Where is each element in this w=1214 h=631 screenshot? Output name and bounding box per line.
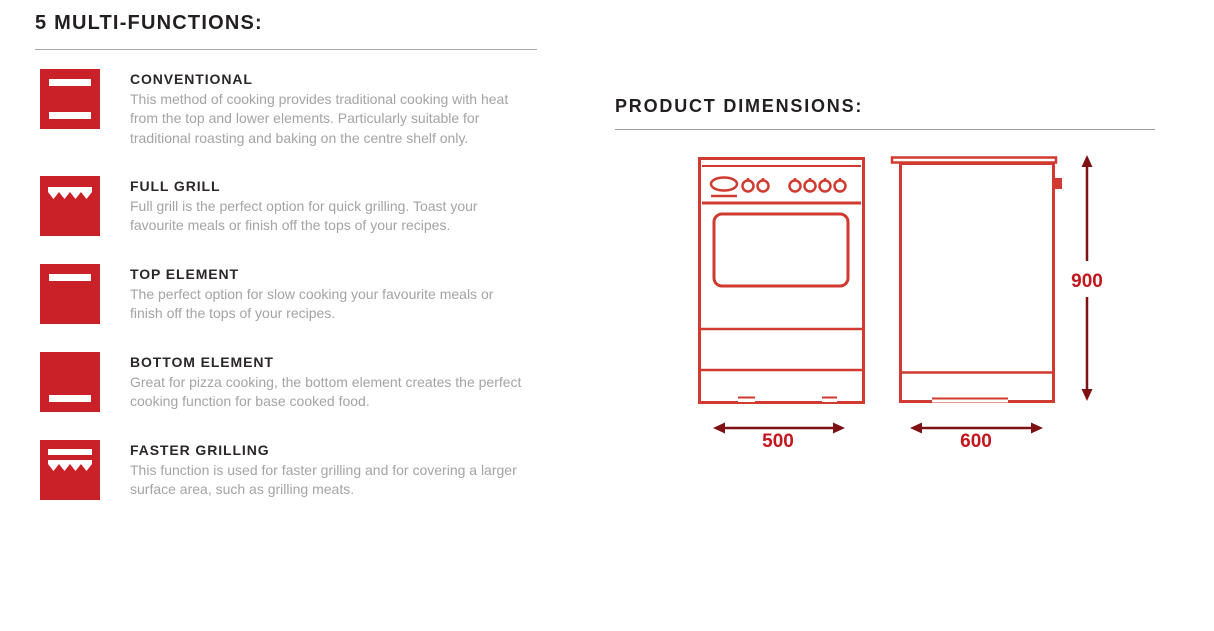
multi-functions-title: 5 MULTI-FUNCTIONS: <box>35 12 263 34</box>
list-item <box>35 440 537 500</box>
height-value: 900 <box>1063 271 1111 293</box>
function-title: FULL GRILL <box>130 177 221 194</box>
product-dimensions-title: PRODUCT DIMENSIONS: <box>615 96 864 116</box>
divider <box>35 49 537 50</box>
function-description: Full grill is the perfect option for quick grilling. Toast your favourite meals or finish off the tops of your recipes. <box>130 197 478 234</box>
function-title: CONVENTIONAL <box>130 71 253 87</box>
function-text <box>130 264 522 324</box>
function-description: Great for pizza cooking, the bottom element creates the perfect cooking function for base cooked food. <box>130 373 522 410</box>
divider <box>615 129 1155 130</box>
function-title: BOTTOM ELEMENT <box>130 353 274 370</box>
top-element-icon <box>40 264 100 324</box>
list-item <box>35 69 537 148</box>
cooker-side-view-drawing <box>888 153 1066 410</box>
list-item <box>35 176 537 236</box>
side-depth-value: 600 <box>944 431 1008 453</box>
conventional-icon <box>40 69 100 129</box>
function-description: This method of cooking provides traditional cooking with heat from the top and lower elements. Particularly suitable for traditional roasting and baking on the centre shelf only. <box>130 91 509 146</box>
multi-functions-section <box>35 12 537 500</box>
bottom-element-icon <box>40 352 100 412</box>
front-width-value: 500 <box>746 431 810 453</box>
function-description: The perfect option for slow cooking your favourite meals or finish off the tops of your recipes. <box>130 285 494 322</box>
function-title: FASTER GRILLING <box>130 441 270 458</box>
function-list <box>35 69 537 500</box>
function-text <box>130 69 522 148</box>
full-grill-icon <box>40 176 100 236</box>
list-item <box>35 264 537 324</box>
function-text <box>130 440 522 500</box>
faster-grilling-icon <box>40 440 100 500</box>
list-item <box>35 352 537 412</box>
function-text <box>130 352 522 412</box>
function-title: TOP ELEMENT <box>130 265 239 282</box>
function-description: This function is used for faster grilling and for covering a larger surface area, such as grilling meats. <box>130 461 517 498</box>
function-text <box>130 176 522 236</box>
cooker-front-view-drawing <box>698 157 865 409</box>
